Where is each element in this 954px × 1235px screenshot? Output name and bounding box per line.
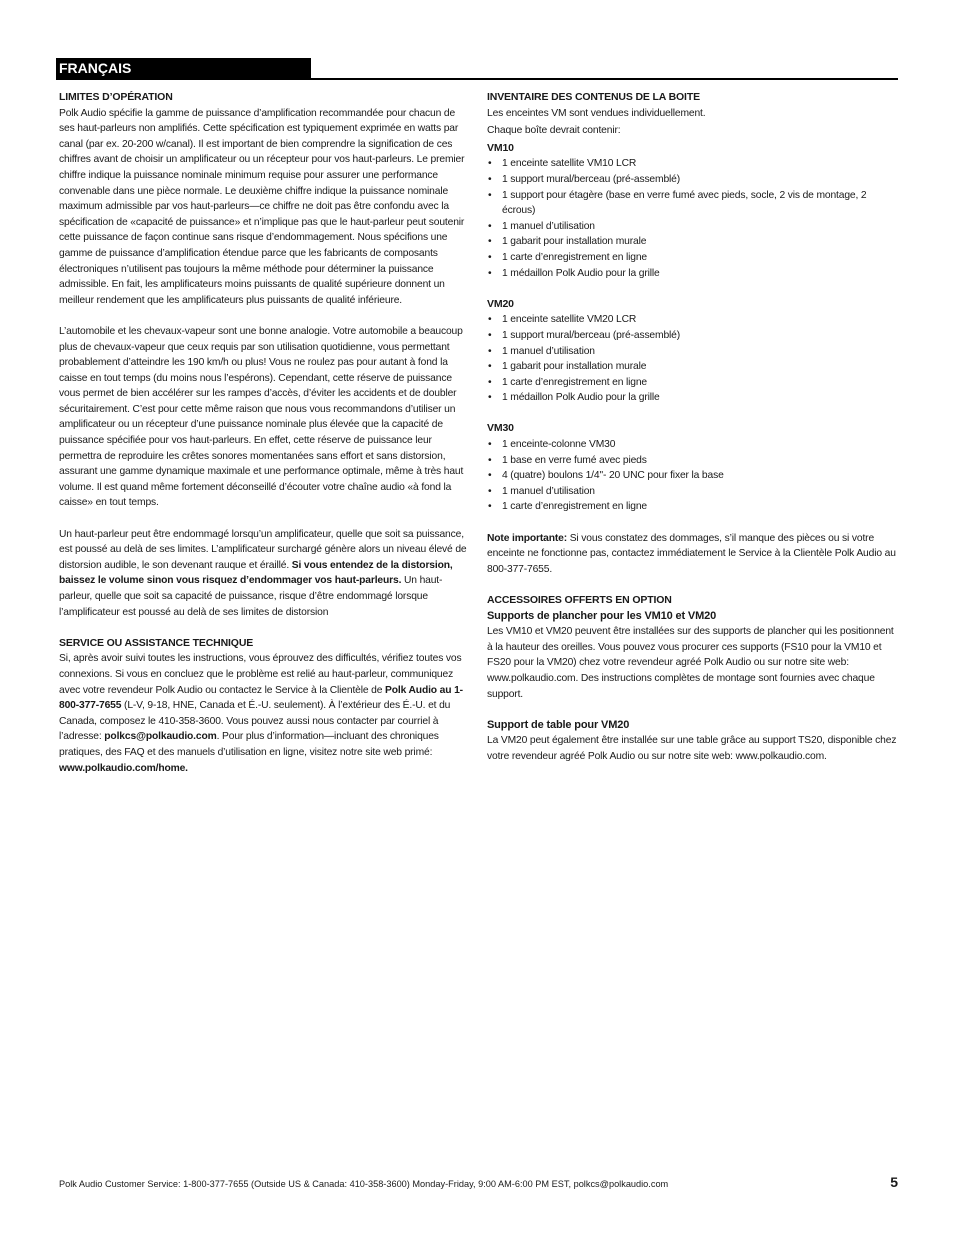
- list-item: • 1 base en verre fumé avec pieds: [487, 453, 897, 469]
- inventory-line-1: Les enceintes VM sont vendues individuellement.: [487, 107, 706, 119]
- vm20-list: [487, 312, 897, 406]
- service-text-a: Si, après avoir suivi toutes les instructions, vous éprouvez des difficultés, vérifiez toutes vos connexions. Si vous en concluez que le problème est relié au haut-parleur, communiquez avec votre revendeur Polk Audio ou contactez le Service à la Clientèle de: [59, 653, 462, 696]
- limits-paragraph-3: [59, 527, 467, 621]
- service-email-link[interactable]: polkcs@polkaudio.com: [104, 731, 217, 743]
- table-stand-heading: Support de table pour VM20: [487, 718, 630, 731]
- language-tab: FRANÇAIS: [56, 58, 311, 78]
- list-item: • 1 enceinte-colonne VM30: [487, 437, 897, 453]
- list-item: • 1 carte d’enregistrement en ligne: [487, 375, 897, 391]
- list-item: • 1 support mural/berceau (pré-assemblé): [487, 172, 897, 188]
- list-item: • 1 support mural/berceau (pré-assemblé): [487, 328, 897, 344]
- list-item: • 1 gabarit pour installation murale: [487, 234, 897, 250]
- footer-contact: Polk Audio Customer Service: 1-800-377-7655 (Outside US & Canada: 410-358-3600) Monday-Friday, 9:00 AM-6:00 PM EST, polkcs@polkaudio.com: [59, 1179, 669, 1189]
- footer: [59, 1174, 898, 1193]
- vm10-list: [487, 156, 897, 281]
- list-item: • 1 carte d’enregistrement en ligne: [487, 499, 897, 515]
- limits-paragraph-2: L’automobile et les chevaux-vapeur sont une bonne analogie. Votre automobile a beaucoup plus de chevaux-vapeur que ceux requis par son utilisation quotidienne, vous permettant probablement d’atteindre les 190 km/h ou plus! Vous ne roulez pas pour autant à fond la caisse en tout temps (du moins nous l’espérons). Cependant, cette réserve de puissance vous permet de bien accélérer sur les rampes d’accès, d’éviter les accidents et de doubler sécuritairement. C’est pour cette même raison que nous vous recommandons d’utiliser un amplificateur ou un récepteur d’une puissance nominale plus élevée que la capacité de puissance spécifiée pour vos haut-parleurs. En effet, cette réserve de puissance leur permettra de reproduire les crêtes sonores momentanées sans effort et sans distorsion, assurant une gamme dynamique maximale et une performance optimale, même à très haut volume. Il est quand même fortement déconseillé d’écouter votre chaîne audio «à fond la caisse» en tout temps.: [59, 325, 464, 509]
- limits-paragraph-1: Polk Audio spécifie la gamme de puissance d’amplification recommandée pour chacun de ses haut-parleurs non amplifiés. Cette spécification est typiquement exprimée en watts par canal (par ex. 20-200 w/canal). Il est important de bien comprendre la signification de ces chiffres avant de choisir un amplificateur ou un récepteur pour vos haut-parleurs. Le premier chiffre indique la puissance nominale minimum requise pour assurer une performance convenable dans une pièce normale. Le deuxième chiffre indique la puissance nominale maximum admissible par vos haut-parleurs—ce chiffre ne doit pas être confondu avec la spécification de «capacité de puissance» et n’implique pas que le haut-parleur peut soutenir cette puissance de façon continue sans risque d’endommagement. Nous spécifions une gamme de puissance d’amplification étendue parce que les fabricants de composants électroniques n’utilisent pas toujours la même méthode pour déterminer la puissance admissible. En fait, les amplificateurs moins puissants de qualité supérieure donnent un meilleur rendement que les amplificateurs plus puissants de qualité inférieure.: [59, 107, 465, 306]
- floor-stands-text: Les VM10 et VM20 peuvent être installées sur des supports de plancher qui les positionnent à la hauteur des oreilles. Vous pouvez vous procurer ces supports (FS10 pour la VM10 et FS20 pour la VM20) chez votre revendeur agréé Polk Audio ou sur notre site web: www.polkaudio.com. Des instructions complètes de montage sont fournies avec chaque support.: [487, 626, 894, 700]
- service-website-link[interactable]: www.polkaudio.com/home.: [59, 762, 188, 774]
- note-text: Si vous constatez des dommages, s’il manque des pièces ou si votre enceinte ne fonctionne pas, contactez immédiatement le Service à la Clientèle Polk Audio au 800-377-7655.: [487, 532, 896, 575]
- limits-heading: LIMITES D’OPÉRATION: [59, 91, 173, 103]
- list-item: • 1 enceinte satellite VM20 LCR: [487, 312, 897, 328]
- list-item: • 1 manuel d’utilisation: [487, 344, 897, 360]
- note-label: Note importante:: [487, 532, 567, 544]
- list-item: • 4 (quatre) boulons 1/4"- 20 UNC pour fixer la base: [487, 468, 897, 484]
- header-rule: [56, 78, 898, 80]
- important-note: [487, 531, 897, 578]
- distortion-warning: Si vous entendez de la distorsion, baissez le volume sinon vous risquez d’endommager vos haut-parleurs.: [59, 559, 453, 587]
- floor-stands-heading: Supports de plancher pour les VM10 et VM20: [487, 609, 717, 622]
- list-item: • 1 manuel d’utilisation: [487, 219, 897, 235]
- service-phone: Polk Audio au 1-800-377-7655: [59, 684, 463, 712]
- accessories-heading: ACCESSOIRES OFFERTS EN OPTION: [487, 594, 672, 606]
- inventory-heading: INVENTAIRE DES CONTENUS DE LA BOITE: [487, 91, 700, 103]
- list-item: • 1 gabarit pour installation murale: [487, 359, 897, 375]
- list-item: • 1 médaillon Polk Audio pour la grille: [487, 266, 897, 282]
- table-stand-text: La VM20 peut également être installée sur une table grâce au support TS20, disponible chez votre revendeur agréé Polk Audio ou sur notre site web: www.polkaudio.com.: [487, 735, 897, 762]
- inventory-line-2: Chaque boîte devrait contenir:: [487, 125, 621, 137]
- vm10-title: VM10: [487, 141, 514, 154]
- right-column: [487, 90, 897, 765]
- list-item: • 1 support pour étagère (base en verre fumé avec pieds, socle, 2 vis de montage, 2 écrous): [487, 188, 897, 219]
- vm30-list: [487, 437, 897, 515]
- list-item: • 1 manuel d’utilisation: [487, 484, 897, 500]
- page-number: 5: [890, 1174, 898, 1190]
- left-column: [59, 90, 467, 776]
- list-item: • 1 carte d’enregistrement en ligne: [487, 250, 897, 266]
- list-item: • 1 médaillon Polk Audio pour la grille: [487, 390, 897, 406]
- service-text-b: (L-V, 9-18, HNE, Canada et É.-U. seulement). À l’extérieur des É.-U. et du Canada, composez le 410-358-3600. Vous pouvez aussi nous contacter par courriel à l’adresse:: [59, 700, 451, 743]
- service-heading: SERVICE OU ASSISTANCE TECHNIQUE: [59, 636, 254, 649]
- service-paragraph: [59, 651, 467, 776]
- service-text-c: . Pour plus d’information—incluant des chroniques pratiques, des FAQ et des manuels d’utilisation en ligne, visitez notre site web primé:: [59, 731, 439, 758]
- limits-p3-text-b: Un haut-parleur, quelle que soit sa capacité de puissance, risque d’être endommagé lorsque l’amplificateur est poussé au delà de ses limites de distorsion: [59, 575, 443, 618]
- vm30-title: VM30: [487, 422, 514, 435]
- limits-p3-text-a: Un haut-parleur peut être endommagé lorsqu’un amplificateur, quelle que soit sa puissance, est poussé au delà de ses limites. L’amplificateur surchargé génère alors un niveau élevé de distorsion audible, le son devenant rauque et éraillé.: [59, 528, 467, 571]
- vm20-title: VM20: [487, 297, 514, 310]
- list-item: • 1 enceinte satellite VM10 LCR: [487, 156, 897, 172]
